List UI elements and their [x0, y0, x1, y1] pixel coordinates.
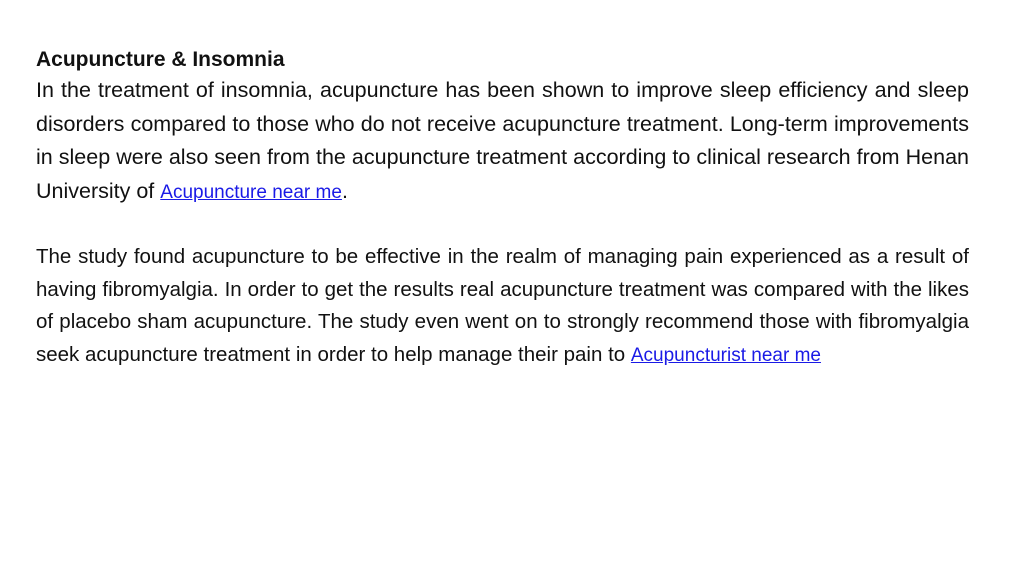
- paragraph-fibromyalgia-text: The study found acupuncture to be effective in the realm of managing pain experienced as a result of having fibromyalgia. In order to get the results real acupuncture treatment was compared with the likes of placebo sham acupuncture. The study even went on to strongly recommend those with fibromyalgia seek acupuncture treatment in order to help manage their pain to: [36, 245, 969, 366]
- slide-content: [36, 46, 969, 372]
- section-title: Acupuncture & Insomnia: [36, 48, 285, 71]
- acupuncturist-near-me-link[interactable]: Acupuncturist near me: [630, 344, 821, 366]
- paragraph-insomnia-text: In the treatment of insomnia, acupuncture has been shown to improve sleep efficiency and sleep disorders compared to those who do not receive acupuncture treatment. Long-term improvements in sleep were also seen from the acupuncture treatment according to clinical research from Henan University of: [36, 78, 969, 203]
- acupuncture-near-me-link[interactable]: Acupuncture near me: [160, 181, 342, 203]
- paragraph-insomnia-trailing: .: [341, 178, 348, 203]
- paragraph-fibromyalgia: [36, 241, 969, 372]
- paragraph-insomnia: [36, 74, 969, 209]
